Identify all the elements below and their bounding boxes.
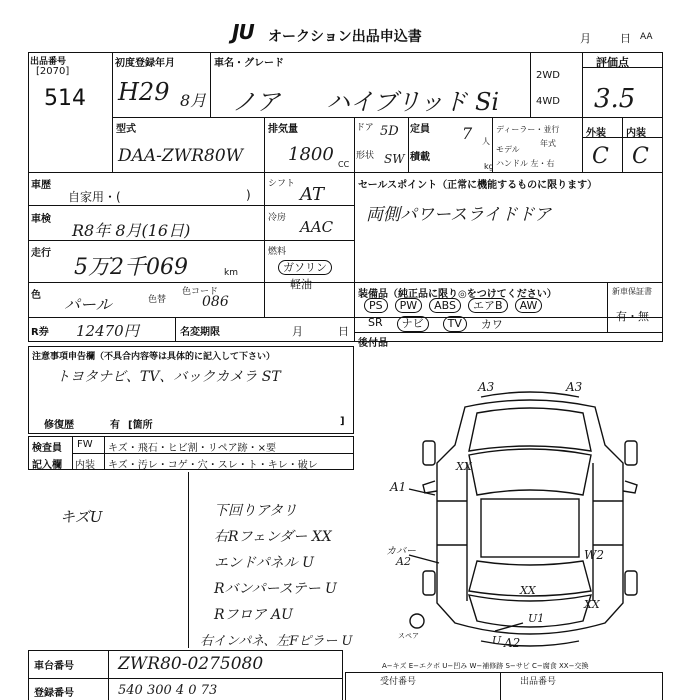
equipment-row-2 — [368, 316, 503, 332]
lot-label: 出品番号 — [30, 57, 67, 67]
inspection-label: 車検 — [31, 214, 51, 225]
fuel-alt: 軽油 — [290, 278, 312, 291]
history-label: 車歴 — [31, 180, 51, 191]
model-year-label: 年式 — [540, 139, 556, 148]
repair-close: ] — [340, 416, 345, 427]
exterior-label: 外装 — [586, 128, 606, 139]
header-aa: AA — [640, 32, 653, 42]
color-code-label: 色コード — [182, 287, 219, 297]
equip-ps: PS — [364, 298, 388, 313]
equip-navi: ナビ — [397, 316, 429, 332]
name-change-label: 名変期限 — [180, 327, 220, 338]
comment-line-1: 下回りアタリ — [214, 503, 298, 519]
form-title: オークション出品申込書 — [268, 29, 422, 45]
equip-aw: AW — [515, 298, 543, 313]
registration-month: 8月 — [180, 91, 207, 110]
load-label: 積載 — [410, 152, 430, 163]
rating-value: 3.5 — [594, 84, 636, 114]
equip-leather: カワ — [480, 318, 503, 331]
interior-grade: C — [632, 144, 649, 169]
inspector-label-1: 検査員 — [32, 443, 62, 454]
diag-cover: カバー — [386, 546, 416, 557]
comment-line-3: エンドパネル U — [214, 555, 314, 571]
inspection-value: R8年 8月(16日) — [72, 221, 191, 240]
repair-label: 修復歴 — [44, 420, 74, 431]
diag-a2-bottom: A2 — [504, 636, 521, 650]
warranty-label: 新車保証書 — [612, 287, 652, 296]
inspector-label-2: 記入欄 — [32, 460, 62, 471]
registration-year: H29 — [118, 78, 170, 106]
chassis-value: ZWR80-0275080 — [118, 654, 264, 674]
color-change-label: 色替 — [148, 295, 167, 305]
name-change-day: 日 — [338, 325, 349, 338]
comment-line-5: Rフロア AU — [214, 607, 293, 623]
comment-left: キズU — [60, 508, 103, 526]
inspector-interior-items: キズ・汚レ・コゲ・穴・スレ・ト・キレ・破レ — [108, 460, 318, 471]
inspector-interior: 内装 — [75, 460, 95, 471]
ac-label: 冷房 — [268, 213, 287, 223]
drive-4wd: 4WD — [536, 96, 560, 107]
receipt-no-label: 受付番号 — [380, 677, 417, 687]
drive-2wd: 2WD — [536, 70, 560, 81]
header-day: 日 — [620, 32, 631, 45]
repair-place: [箇所 — [128, 420, 153, 431]
diag-xx-rear-center: XX — [520, 584, 536, 597]
handle-label: ハンドル 左・右 — [496, 159, 555, 168]
shift-value: AT — [300, 184, 325, 205]
recycle-label: R券 — [31, 327, 49, 338]
door-label: ドア — [356, 123, 374, 133]
diag-w2: W2 — [584, 548, 604, 562]
registration-label: 初度登録年月 — [115, 58, 175, 69]
chassis-label: 車台番号 — [34, 661, 74, 672]
history-close: ) — [246, 188, 251, 202]
equip-sr: SR — [368, 316, 383, 329]
later-items-label: 後付品 — [358, 338, 388, 349]
lot-number: 514 — [44, 86, 86, 111]
name-change-month: 月 — [292, 325, 303, 338]
diag-xx-rear-right: XX — [584, 598, 600, 611]
displacement-value: 1800 — [288, 144, 334, 165]
diag-a3-right: A3 — [566, 380, 583, 394]
mileage-value: 5万2千069 — [74, 255, 188, 280]
equip-abs: ABS — [429, 298, 461, 313]
reg-label: 登録番号 — [34, 688, 74, 699]
type-label: 型式 — [116, 124, 136, 135]
reg-value: 540 300 4 0 73 — [118, 683, 218, 698]
model-grade: ハイブリッド Si — [326, 88, 500, 116]
exterior-grade: C — [592, 144, 609, 169]
color-label: 色 — [31, 290, 41, 301]
history-value: 自家用・( — [68, 190, 121, 204]
fuel-value: ガソリン — [278, 256, 332, 275]
equip-pw: PW — [395, 298, 423, 313]
notes-label: 注意事項申告欄（不具合内容等は具体的に記入して下さい） — [32, 352, 276, 362]
rating-label: 評価点 — [596, 56, 629, 69]
diag-spare: スペア — [398, 632, 419, 640]
capacity-label: 定員 — [410, 124, 430, 135]
model-year-model: モデル — [496, 145, 520, 154]
header-month: 月 — [580, 32, 591, 45]
interior-label: 内装 — [626, 128, 646, 139]
recycle-value: 12470円 — [76, 322, 139, 340]
diag-a2-left: A2 — [396, 555, 411, 568]
diag-xx-front: XX — [456, 460, 472, 473]
door-value: 5D — [380, 124, 399, 139]
comment-line-4: Rバンパーステー U — [214, 581, 337, 597]
diagram-legend: A−キズ E−エクボ U−凹み W−補修跡 S−サビ C−腐食 XX−交換 — [382, 662, 589, 670]
displacement-unit: CC — [338, 160, 350, 169]
comment-line-2: 右Rフェンダー XX — [214, 529, 332, 545]
color-value: パール — [64, 295, 112, 314]
equip-tv: TV — [443, 316, 467, 332]
fuel-label: 燃料 — [268, 247, 287, 257]
displacement-label: 排気量 — [268, 124, 298, 135]
warranty-value: 有・無 — [616, 310, 649, 323]
header-brand: JU — [232, 20, 254, 44]
selling-points-note: 両側パワースライドドア — [366, 205, 552, 225]
lot-code: [2070] — [36, 66, 70, 77]
shape-value: SW — [384, 152, 405, 166]
capacity-value: 7 — [462, 124, 473, 143]
color-code: 086 — [202, 294, 229, 310]
equipment-label: 装備品（純正品に限り◎をつけてください） — [358, 289, 557, 300]
comment-line-6: 右インパネ、左Fピラー U — [200, 634, 353, 649]
type-value: DAA-ZWR80W — [118, 146, 244, 166]
ac-value: AAC — [300, 218, 334, 236]
inspector-fw-items: キズ・飛石・ヒビ割・リペア跡・×要 — [108, 443, 276, 454]
selling-points-label: セールスポイント（正常に機能するものに限ります） — [358, 180, 598, 191]
diag-a3-left: A3 — [478, 380, 495, 394]
load-unit: kg — [484, 162, 494, 171]
equipment-row-1 — [364, 298, 542, 313]
dealer-label: ディーラー・並行 — [496, 125, 560, 134]
exhibit-no-label: 出品番号 — [520, 677, 557, 687]
mileage-unit: km — [224, 268, 238, 278]
inspector-fw: FW — [77, 439, 93, 450]
diag-a1: A1 — [390, 480, 407, 494]
mileage-label: 走行 — [31, 248, 51, 259]
shape-label: 形状 — [356, 151, 375, 161]
shift-label: シフト — [268, 179, 296, 189]
repair-value: 有 — [110, 420, 120, 431]
notes-text: トヨタナビ、TV、バックカメラ ST — [56, 369, 281, 385]
equip-airbag: エアB — [468, 298, 508, 313]
diag-u1: U1 — [528, 612, 545, 625]
model-label: 車名・グレード — [214, 58, 284, 69]
model-name: ノア — [232, 88, 280, 116]
capacity-unit: 人 — [482, 137, 490, 146]
diag-u: U — [492, 634, 502, 647]
